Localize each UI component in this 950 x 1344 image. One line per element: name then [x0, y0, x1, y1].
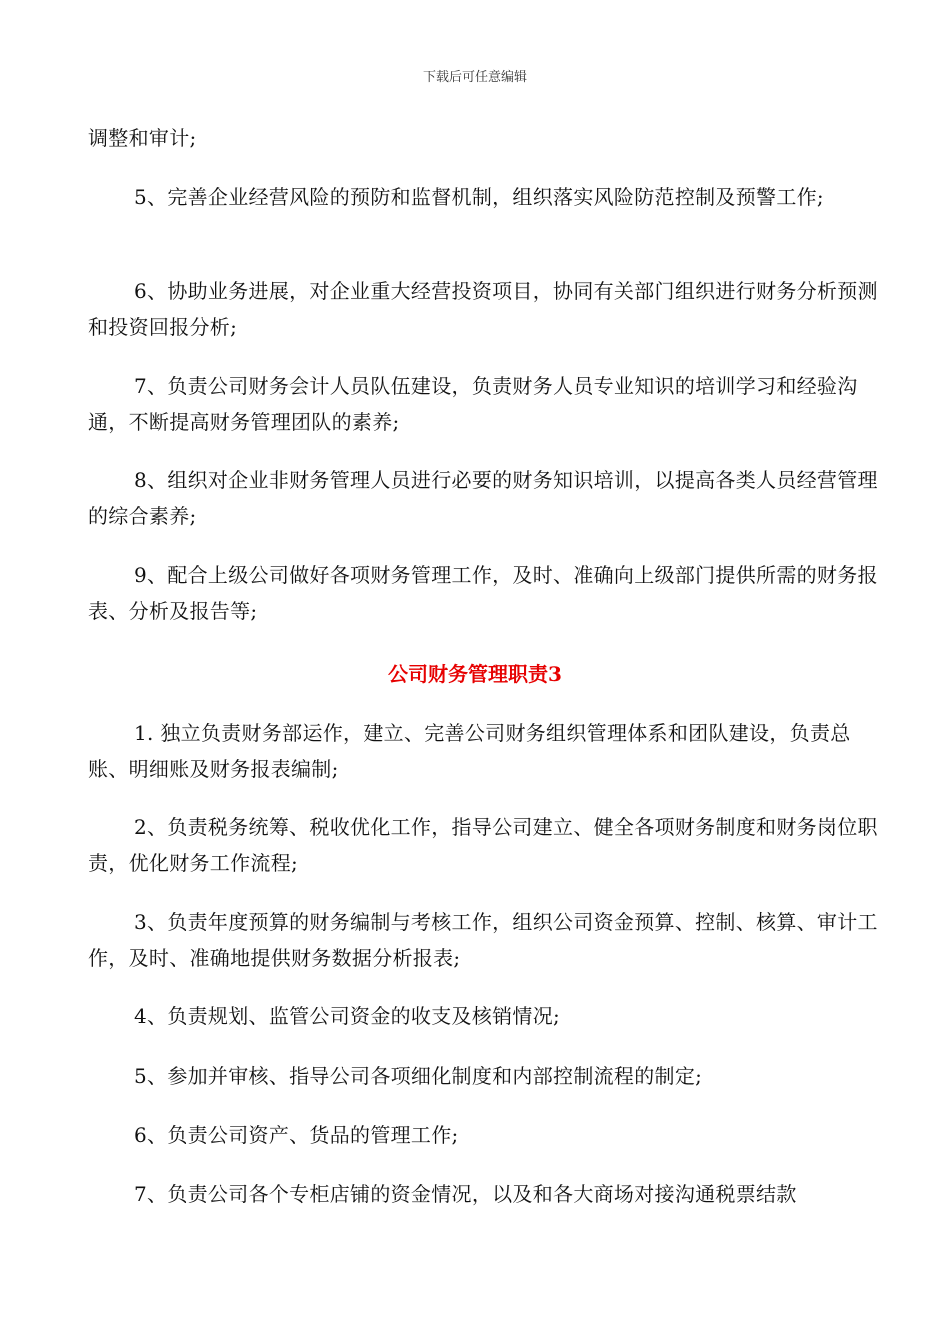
paragraph-item-7: 7、负责公司财务会计人员队伍建设，负责财务人员专业知识的培训学习和经验沟通，不断提高财务管理团队的素养;: [88, 374, 858, 434]
section-item-7: 7、负责公司各个专柜店铺的资金情况，以及和各大商场对接沟通税票结款: [134, 1182, 797, 1206]
section-item-4: 4、负责规划、监管公司资金的收支及核销情况;: [134, 1004, 561, 1028]
paragraph-item-9: 9、配合上级公司做好各项财务管理工作，及时、准确向上级部门提供所需的财务报表、分析及报告等;: [88, 563, 878, 623]
section-item-3: 3、负责年度预算的财务编制与考核工作，组织公司资金预算、控制、核算、审计工作，及时、准确地提供财务数据分析报表;: [88, 910, 878, 970]
section-item-6: 6、负责公司资产、货品的管理工作;: [134, 1123, 459, 1147]
section-item-1: 1. 独立负责财务部运作，建立、完善公司财务组织管理体系和团队建设，负责总账、明细账及财务报表编制;: [88, 721, 851, 781]
paragraph-continuation: 调整和审计;: [88, 126, 197, 150]
page-header: 下载后可任意编辑: [422, 70, 527, 85]
paragraph-item-5: 5、完善企业经营风险的预防和监督机制，组织落实风险防范控制及预警工作;: [134, 185, 824, 209]
section-item-2: 2、负责税务统筹、税收优化工作，指导公司建立、健全各项财务制度和财务岗位职责，优化财务工作流程;: [88, 815, 878, 875]
section-title: 公司财务管理职责3: [388, 662, 562, 686]
paragraph-item-8: 8、组织对企业非财务管理人员进行必要的财务知识培训，以提高各类人员经营管理的综合素养;: [88, 468, 878, 528]
paragraph-item-6: 6、协助业务进展，对企业重大经营投资项目，协同有关部门组织进行财务分析预测和投资回报分析;: [88, 279, 878, 339]
section-item-5: 5、参加并审核、指导公司各项细化制度和内部控制流程的制定;: [134, 1064, 703, 1088]
